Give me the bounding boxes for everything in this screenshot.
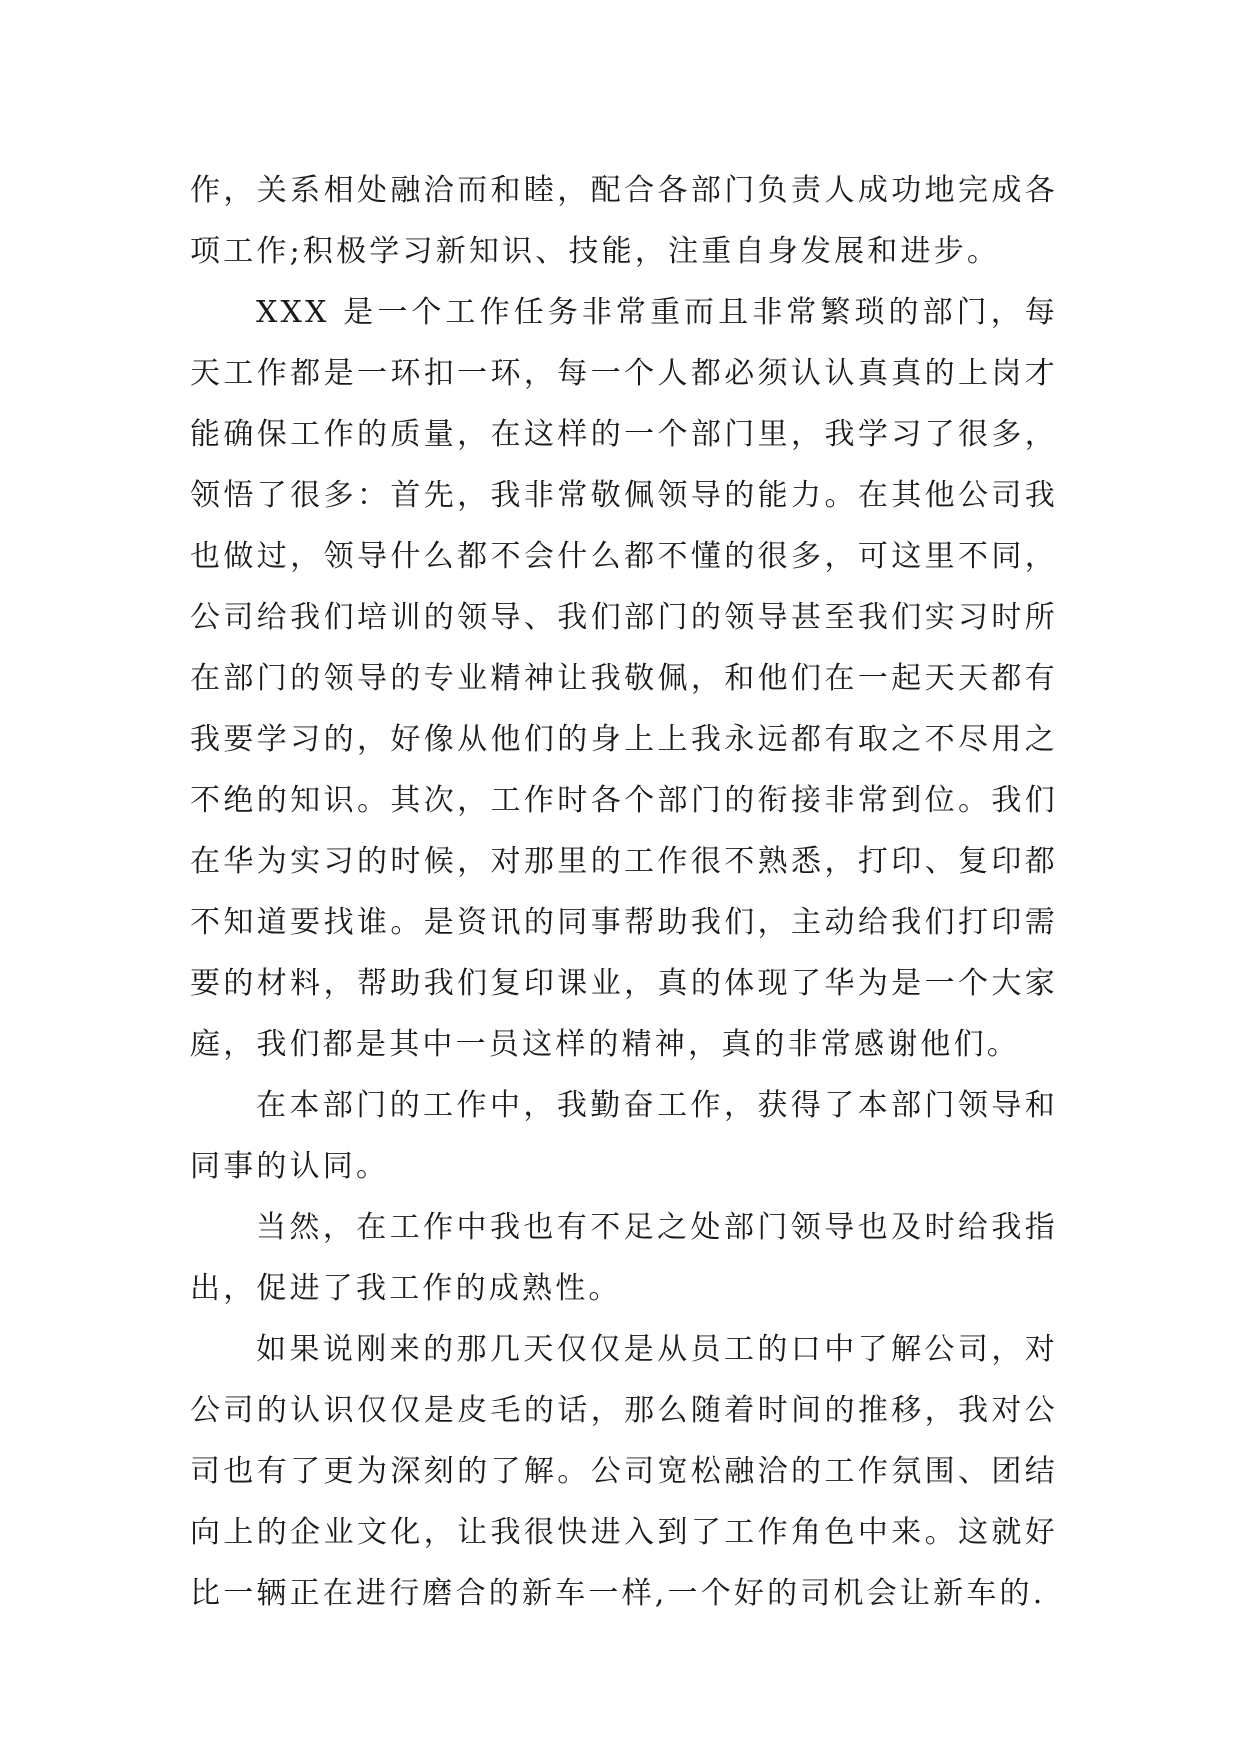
paragraph-5: 如果说刚来的那几天仅仅是从员工的口中了解公司，对公司的认识仅仅是皮毛的话，那么随着时间的推移，我对公司也有了更为深刻的了解。公司宽松融洽的工作氛围、团结向上的企业文化，让我很快进入到了工作角色中来。这就好比一辆正在进行磨合的新车一样,一个好的司机会让新车的. xyxy=(190,1332,1058,1611)
paragraph-3: 在本部门的工作中，我勤奋工作，获得了本部门领导和同事的认同。 xyxy=(190,1088,1058,1184)
paragraph-4: 当然，在工作中我也有不足之处部门领导也及时给我指出，促进了我工作的成熟性。 xyxy=(190,1210,1058,1306)
document-body xyxy=(190,160,1058,1624)
paragraph-2: XXX 是一个工作任务非常重而且非常繁琐的部门，每天工作都是一环扣一环，每一个人都必须认认真真的上岗才能确保工作的质量，在这样的一个部门里，我学习了很多，领悟了很多：首先，我非常敬佩领导的能力。在其他公司我也做过，领导什么都不会什么都不懂的很多，可这里不同，公司给我们培训的领导、我们部门的领导甚至我们实习时所在部门的领导的专业精神让我敬佩，和他们在一起天天都有我要学习的，好像从他们的身上上我永远都有取之不尽用之不绝的知识。其次，工作时各个部门的衔接非常到位。我们在华为实习的时候，对那里的工作很不熟悉，打印、复印都不知道要找谁。是资讯的同事帮助我们，主动给我们打印需要的材料，帮助我们复印课业，真的体现了华为是一个大家庭，我们都是其中一员这样的精神，真的非常感谢他们。 xyxy=(190,295,1058,1062)
paragraph-1: 作，关系相处融洽而和睦，配合各部门负责人成功地完成各项工作;积极学习新知识、技能，注重自身发展和进步。 xyxy=(190,173,1058,269)
